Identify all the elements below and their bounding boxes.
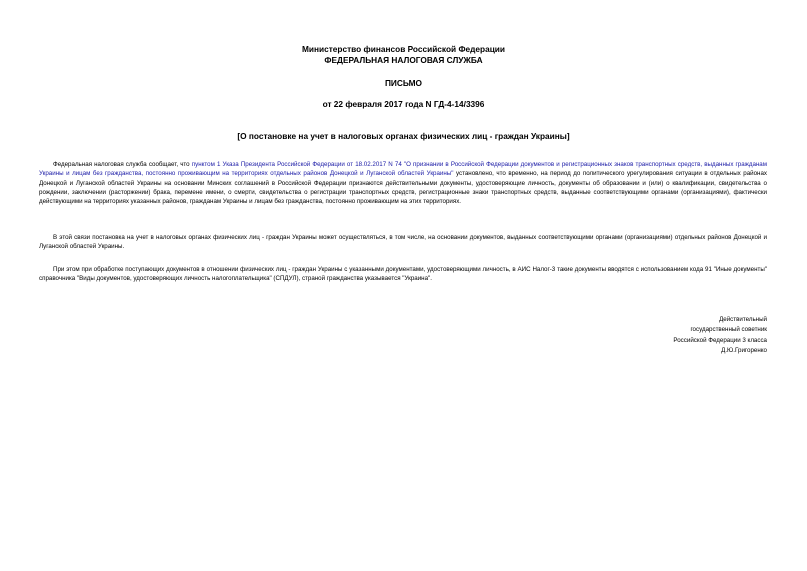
paragraph-2: В этой связи постановка на учет в налоговых органах физических лиц - граждан Украины может осуществляться, в том числе, на основании документов, выданных соответствующими органами (организациями) отдельных районов Донецкой и Луганской областей Украины. xyxy=(39,234,767,251)
paragraph-1-lead: Федеральная налоговая служба сообщает, что xyxy=(53,161,192,168)
ministry-heading: Министерство финансов Российской Федерации xyxy=(301,44,506,54)
paragraph-1 xyxy=(39,160,767,206)
decree-link[interactable]: пунктом 1 Указа Президента Российской Федерации от 18.02.2017 N 74 "О признании в Российской Федерации документов и регистрационных знаков транспортных средств, выданных гражданам Украины и лицам без гражданства, постоянно проживающим на территориях отдельных районов Донецкой и Луганской областей Украины" xyxy=(39,161,767,178)
signature-name: Д.Ю.Григоренко xyxy=(721,347,767,354)
paragraph-1-tail: установлено, что временно, на период до политического урегулирования ситуации в отдельных районах Донецкой и Луганской областей Украины на основании Минских соглашений в Российской Федерации признаются действительными документы, удостоверяющие личность, документы об образовании и (или) о квалификации, свидетельства о рождении, заключении (расторжении) брака, перемене имени, о смерти, свидетельства о регистрации транспортных средств, регистрационные знаки транспортных средств, выданные соответствующими органами (организациями), фактически действующими на территориях указанных районов, гражданам Украины и лицам без гражданства, постоянно проживающим на этих территориях. xyxy=(39,170,767,206)
signature-line-2: государственный советник xyxy=(690,326,767,333)
signature-line-3: Российской Федерации 3 класса xyxy=(673,337,767,344)
signature-line-1: Действительный xyxy=(719,316,767,323)
document-type: ПИСЬМО xyxy=(384,78,423,88)
document-date-number: от 22 февраля 2017 года N ГД-4-14/3396 xyxy=(322,99,485,109)
paragraph-3: При этом при обработке поступающих документов в отношении физических лиц - граждан Украины с указанными документами, удостоверяющими личность, в АИС Налог-3 такие документы вводятся с использованием кода 91 "Иные документы" справочника "Виды документов, удостоверяющих личность налогоплательщика" (СПДУЛ), страной гражданства указывается "Украина". xyxy=(39,266,767,283)
document-title: [О постановке на учет в налоговых органах физических лиц - граждан Украины] xyxy=(237,131,570,141)
service-heading: ФЕДЕРАЛЬНАЯ НАЛОГОВАЯ СЛУЖБА xyxy=(324,55,483,65)
